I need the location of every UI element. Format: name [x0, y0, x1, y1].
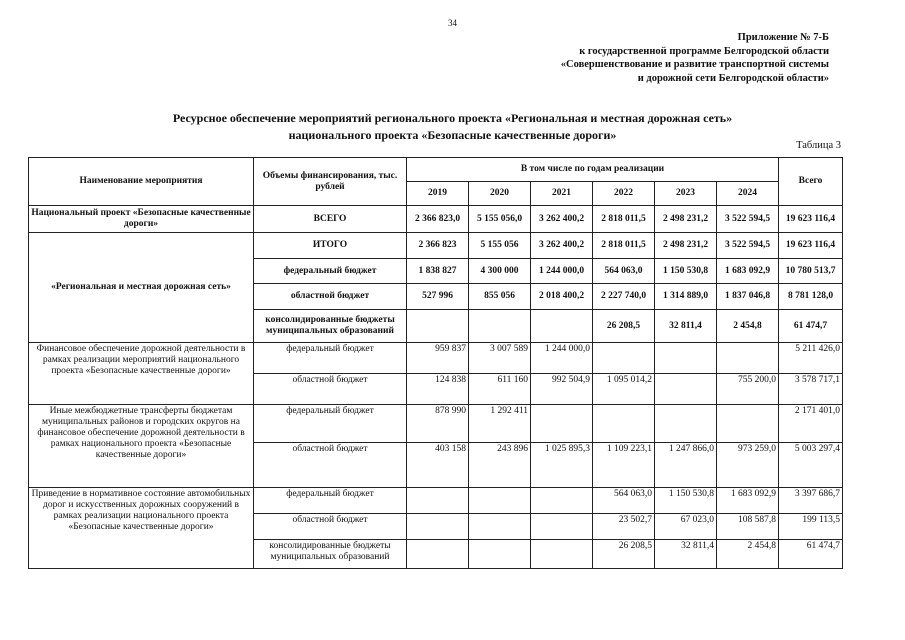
year-value [407, 514, 469, 540]
year-value: 2 498 231,2 [655, 206, 717, 233]
year-value: 992 504,9 [531, 374, 593, 405]
year-value: 1 683 092,9 [717, 488, 779, 514]
row-total: 61 474,7 [779, 540, 843, 569]
year-value [531, 488, 593, 514]
year-value [717, 405, 779, 443]
row-total: 5 211 426,0 [779, 343, 843, 374]
activity-name: Финансовое обеспечение дорожной деятельности в рамках реализации мероприятий национального проекта «Безопасные качественные дороги» [29, 343, 254, 405]
activity-name: «Региональная и местная дорожная сеть» [29, 233, 254, 343]
year-value: 23 502,7 [593, 514, 655, 540]
table-label: Таблица 3 [796, 140, 841, 151]
year-value: 755 200,0 [717, 374, 779, 405]
year-value [655, 374, 717, 405]
year-value [469, 488, 531, 514]
title-line: Ресурсное обеспечение мероприятий регионального проекта «Региональная и местная дорожная сеть» [172, 111, 733, 125]
table-row [29, 233, 843, 259]
header-total: Всего [779, 158, 843, 206]
year-value: 3 262 400,2 [531, 233, 593, 259]
year-value: 1 837 046,8 [717, 284, 779, 310]
year-value: 855 056 [469, 284, 531, 310]
appendix-line: и дорожной сети Белгородской области» [637, 72, 829, 84]
year-value: 5 155 056 [469, 233, 531, 259]
year-value [531, 310, 593, 343]
funding-source: областной бюджет [254, 514, 407, 540]
year-value: 1 683 092,9 [717, 259, 779, 284]
table-row [29, 206, 843, 233]
year-value: 527 996 [407, 284, 469, 310]
year-value [593, 343, 655, 374]
year-value: 32 811,4 [655, 540, 717, 569]
year-value: 1 292 411 [469, 405, 531, 443]
year-value: 1 247 866,0 [655, 443, 717, 488]
year-value: 2 366 823 [407, 233, 469, 259]
year-value: 32 811,4 [655, 310, 717, 343]
funding-source: областной бюджет [254, 374, 407, 405]
year-value: 1 244 000,0 [531, 343, 593, 374]
funding-source: областной бюджет [254, 284, 407, 310]
header-year: 2020 [469, 182, 531, 206]
year-value: 1 838 827 [407, 259, 469, 284]
appendix-line: к государственной программе Белгородской области [579, 45, 829, 57]
year-value [469, 540, 531, 569]
funding-source: федеральный бюджет [254, 259, 407, 284]
row-total: 19 623 116,4 [779, 206, 843, 233]
year-value: 26 208,5 [593, 310, 655, 343]
year-value [717, 343, 779, 374]
funding-source: ВСЕГО [254, 206, 407, 233]
year-value: 2 018 400,2 [531, 284, 593, 310]
header-year: 2019 [407, 182, 469, 206]
year-value: 564 063,0 [593, 488, 655, 514]
funding-source: федеральный бюджет [254, 343, 407, 374]
funding-source: областной бюджет [254, 443, 407, 488]
document-title [0, 110, 905, 144]
year-value: 1 150 530,8 [655, 488, 717, 514]
year-value: 3 522 594,5 [717, 233, 779, 259]
year-value: 973 259,0 [717, 443, 779, 488]
year-value: 1 025 895,3 [531, 443, 593, 488]
year-value: 4 300 000 [469, 259, 531, 284]
activity-name: Приведение в нормативное состояние автомобильных дорог и искусственных дорожных сооружений в рамках реализации национального проекта «Безопасные качественные дороги» [29, 488, 254, 569]
year-value: 959 837 [407, 343, 469, 374]
year-value: 2 454,8 [717, 540, 779, 569]
row-total: 8 781 128,0 [779, 284, 843, 310]
year-value [655, 405, 717, 443]
funding-source: федеральный бюджет [254, 488, 407, 514]
year-value [469, 310, 531, 343]
year-value: 243 896 [469, 443, 531, 488]
year-value: 3 007 589 [469, 343, 531, 374]
year-value [469, 514, 531, 540]
activity-name: Национальный проект «Безопасные качественные дороги» [29, 206, 254, 233]
title-line: национального проекта «Безопасные качественные дороги» [288, 128, 617, 142]
header-year: 2023 [655, 182, 717, 206]
table-row [29, 343, 843, 374]
year-value: 67 023,0 [655, 514, 717, 540]
year-value: 1 314 889,0 [655, 284, 717, 310]
header-year: 2022 [593, 182, 655, 206]
funding-source: консолидированные бюджеты муниципальных образований [254, 310, 407, 343]
year-value [407, 488, 469, 514]
header-year: 2021 [531, 182, 593, 206]
year-value: 878 990 [407, 405, 469, 443]
table-row [29, 405, 843, 443]
year-value [593, 405, 655, 443]
page-number: 34 [448, 18, 457, 28]
year-value: 2 366 823,0 [407, 206, 469, 233]
funding-source: ИТОГО [254, 233, 407, 259]
year-value [407, 310, 469, 343]
funding-source: консолидированные бюджеты муниципальных образований [254, 540, 407, 569]
year-value: 3 522 594,5 [717, 206, 779, 233]
year-value: 2 498 231,2 [655, 233, 717, 259]
appendix-line: Приложение № 7-Б [737, 32, 829, 43]
row-total: 19 623 116,4 [779, 233, 843, 259]
header-by-years: В том числе по годам реализации [407, 158, 779, 182]
table-body [29, 206, 843, 569]
year-value: 611 160 [469, 374, 531, 405]
year-value: 2 818 011,5 [593, 206, 655, 233]
table-row [29, 488, 843, 514]
year-value: 5 155 056,0 [469, 206, 531, 233]
header-volumes: Объемы финансирования, тыс. рублей [254, 158, 407, 206]
year-value [531, 405, 593, 443]
year-value: 2 818 011,5 [593, 233, 655, 259]
year-value: 2 227 740,0 [593, 284, 655, 310]
row-total: 61 474,7 [779, 310, 843, 343]
year-value [655, 343, 717, 374]
year-value: 26 208,5 [593, 540, 655, 569]
year-value [407, 540, 469, 569]
year-value: 564 063,0 [593, 259, 655, 284]
funding-source: федеральный бюджет [254, 405, 407, 443]
header-year: 2024 [717, 182, 779, 206]
row-total: 3 578 717,1 [779, 374, 843, 405]
year-value: 1 244 000,0 [531, 259, 593, 284]
resource-table [28, 157, 843, 569]
row-total: 2 171 401,0 [779, 405, 843, 443]
year-value: 108 587,8 [717, 514, 779, 540]
year-value: 1 109 223,1 [593, 443, 655, 488]
year-value: 403 158 [407, 443, 469, 488]
year-value: 1 150 530,8 [655, 259, 717, 284]
year-value: 124 838 [407, 374, 469, 405]
activity-name: Иные межбюджетные трансферты бюджетам муниципальных районов и городских округов на финансовое обеспечение дорожной деятельности в рамках национального проекта «Безопасные качественные дороги» [29, 405, 254, 488]
year-value [531, 514, 593, 540]
row-total: 5 003 297,4 [779, 443, 843, 488]
row-total: 3 397 686,7 [779, 488, 843, 514]
year-value: 3 262 400,2 [531, 206, 593, 233]
header-name: Наименование мероприятия [29, 158, 254, 206]
row-total: 199 113,5 [779, 514, 843, 540]
appendix-header [561, 31, 829, 85]
appendix-line: «Совершенствование и развитие транспортной системы [560, 59, 829, 70]
year-value: 2 454,8 [717, 310, 779, 343]
row-total: 10 780 513,7 [779, 259, 843, 284]
year-value: 1 095 014,2 [593, 374, 655, 405]
year-value [531, 540, 593, 569]
